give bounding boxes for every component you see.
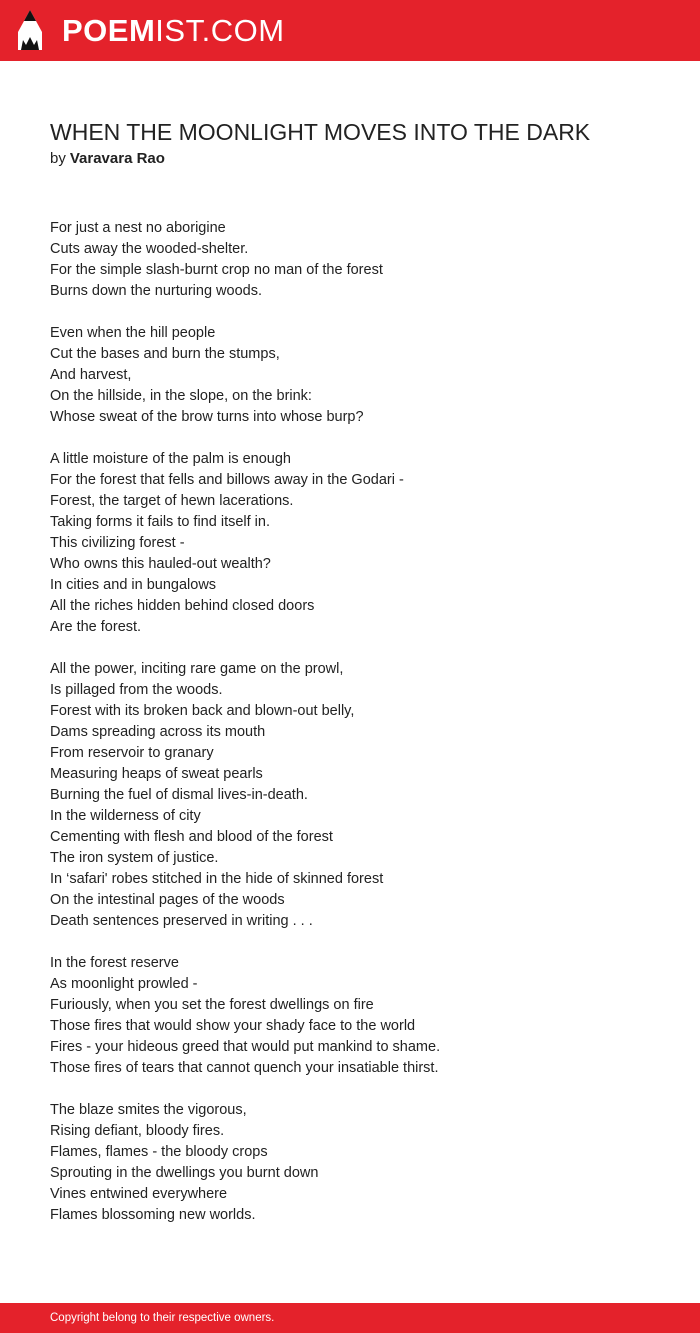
poem-line: Is pillaged from the woods. xyxy=(50,682,223,698)
poem-line: Flames, flames - the bloody crops xyxy=(50,1144,268,1160)
poem-line: Who owns this hauled-out wealth? xyxy=(50,556,271,572)
poem-line: Taking forms it fails to find itself in. xyxy=(50,514,270,530)
stanza xyxy=(50,323,670,428)
poem-line: Cut the bases and burn the stumps, xyxy=(50,346,280,362)
poem-line: Rising defiant, bloody fires. xyxy=(50,1123,225,1139)
poem-line: In ‘safari' robes stitched in the hide of skinned forest xyxy=(50,871,384,887)
poem-line: For just a nest no aborigine xyxy=(50,220,226,236)
poem-line: Death sentences preserved in writing . . . xyxy=(50,913,313,929)
stanza xyxy=(50,218,670,302)
poem-line: Burning the fuel of dismal lives-in-death. xyxy=(50,787,308,803)
poem-line: Vines entwined everywhere xyxy=(50,1186,228,1202)
poem-line: This civilizing forest - xyxy=(50,535,185,551)
poem-line: And harvest, xyxy=(50,367,132,383)
poem-line: Burns down the nurturing woods. xyxy=(50,283,262,299)
poem-line: Those fires that would show your shady face to the world xyxy=(50,1018,416,1034)
poem-line: Sprouting in the dwellings you burnt down xyxy=(50,1165,319,1181)
poem-line: Cementing with flesh and blood of the forest xyxy=(50,829,333,845)
pen-nib-icon[interactable] xyxy=(18,10,42,51)
copyright-notice: Copyright belong to their respective owners. xyxy=(50,1312,275,1324)
poem-line: From reservoir to granary xyxy=(50,745,214,761)
poem-line: Flames blossoming new worlds. xyxy=(50,1207,256,1223)
poem-line: In the wilderness of city xyxy=(50,808,201,824)
poem-line: In the forest reserve xyxy=(50,955,179,971)
by-label: by xyxy=(50,150,66,167)
poem-line: As moonlight prowled - xyxy=(50,976,198,992)
poem-line: Dams spreading across its mouth xyxy=(50,724,266,740)
poem-line: For the simple slash-burnt crop no man of the forest xyxy=(50,262,383,278)
poem-line: The blaze smites the vigorous, xyxy=(50,1102,247,1118)
poem-line: A little moisture of the palm is enough xyxy=(50,451,291,467)
site-logo[interactable] xyxy=(62,13,285,49)
poem-line: Measuring heaps of sweat pearls xyxy=(50,766,263,782)
poem-line: Fires - your hideous greed that would put mankind to shame. xyxy=(50,1039,441,1055)
brand-name-bold: POEM xyxy=(62,13,156,48)
poem-line: All the power, inciting rare game on the prowl, xyxy=(50,661,344,677)
site-footer xyxy=(0,1303,700,1333)
poem-body xyxy=(50,218,670,1247)
poem-line: Even when the hill people xyxy=(50,325,216,341)
poem-line: The iron system of justice. xyxy=(50,850,219,866)
poem-line: Are the forest. xyxy=(50,619,142,635)
brand-name-light: IST.COM xyxy=(155,13,285,48)
stanza xyxy=(50,1100,670,1226)
poem-line: On the hillside, in the slope, on the brink: xyxy=(50,388,312,404)
poem-line: For the forest that fells and billows away in the Godari - xyxy=(50,472,404,488)
stanza xyxy=(50,953,670,1079)
poem-line: Forest, the target of hewn lacerations. xyxy=(50,493,294,509)
author-name: Varavara Rao xyxy=(69,150,165,167)
site-header xyxy=(0,0,700,61)
poem-line: In cities and in bungalows xyxy=(50,577,217,593)
poem-line: Cuts away the wooded-shelter. xyxy=(50,241,249,257)
poem-line: On the intestinal pages of the woods xyxy=(50,892,285,908)
poem-line: Furiously, when you set the forest dwellings on fire xyxy=(50,997,374,1013)
stanza xyxy=(50,659,670,932)
poem-title: WHEN THE MOONLIGHT MOVES INTO THE DARK xyxy=(50,119,591,145)
poem-line: Those fires of tears that cannot quench your insatiable thirst. xyxy=(50,1060,439,1076)
poem-line: All the riches hidden behind closed doors xyxy=(50,598,315,614)
byline xyxy=(50,148,165,170)
poem-line: Whose sweat of the brow turns into whose burp? xyxy=(50,409,364,425)
stanza xyxy=(50,449,670,638)
poem-line: Forest with its broken back and blown-out belly, xyxy=(50,703,355,719)
